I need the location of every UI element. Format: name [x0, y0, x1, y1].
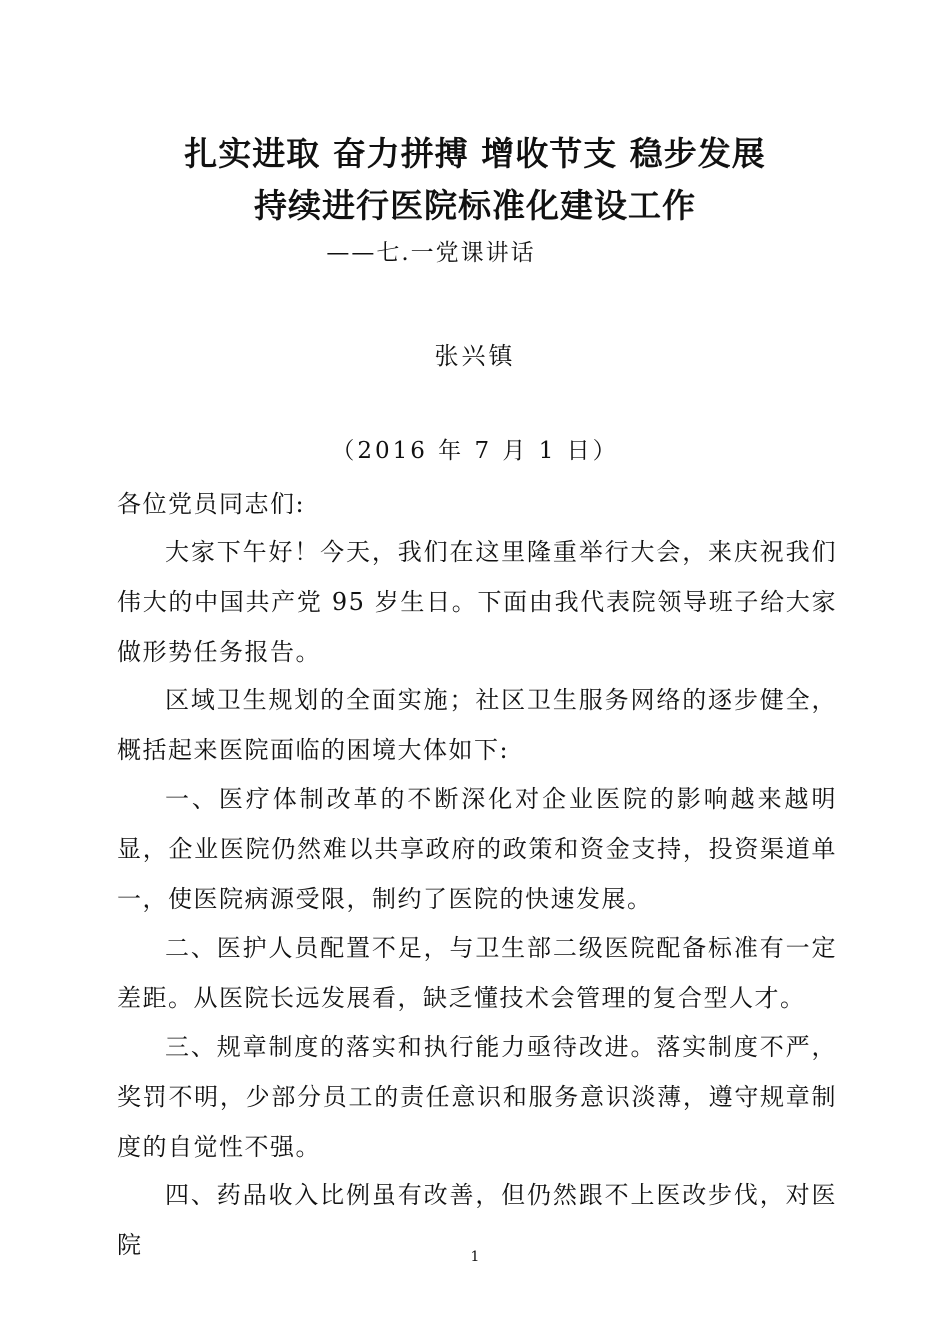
- document-subtitle: ——七.一党课讲话: [326, 240, 536, 266]
- paragraph-item-4: 四、药品收入比例虽有改善，但仍然跟不上医改步伐，对医院: [117, 1181, 837, 1259]
- document-title-line-1: 扎实进取 奋力拼搏 增收节支 稳步发展: [184, 134, 766, 173]
- document-title-line-2: 持续进行医院标准化建设工作: [254, 186, 696, 225]
- speech-date: （2016 年 7 月 1 日）: [331, 438, 619, 464]
- paragraph-item-1: 一、医疗体制改革的不断深化对企业医院的影响越来越明显，企业医院仍然难以共享政府的政策和资金支持，投资渠道单一，使医院病源受限，制约了医院的快速发展。: [117, 785, 837, 913]
- page-number: 1: [470, 1249, 480, 1265]
- salutation: 各位党员同志们:: [117, 490, 306, 518]
- paragraph-overview: 区域卫生规划的全面实施；社区卫生服务网络的逐步健全，概括起来医院面临的困境大体如下:: [117, 686, 837, 764]
- author-name: 张兴镇: [434, 342, 516, 370]
- paragraph-item-3: 三、规章制度的落实和执行能力亟待改进。落实制度不严，奖罚不明，少部分员工的责任意识和服务意识淡薄，遵守规章制度的自觉性不强。: [117, 1033, 837, 1161]
- paragraph-greeting: 大家下午好！今天，我们在这里隆重举行大会，来庆祝我们伟大的中国共产党 95 岁生日。下面由我代表院领导班子给大家做形势任务报告。: [117, 538, 837, 666]
- paragraph-item-2: 二、医护人员配置不足，与卫生部二级医院配备标准有一定差距。从医院长远发展看，缺乏懂技术会管理的复合型人才。: [117, 934, 837, 1012]
